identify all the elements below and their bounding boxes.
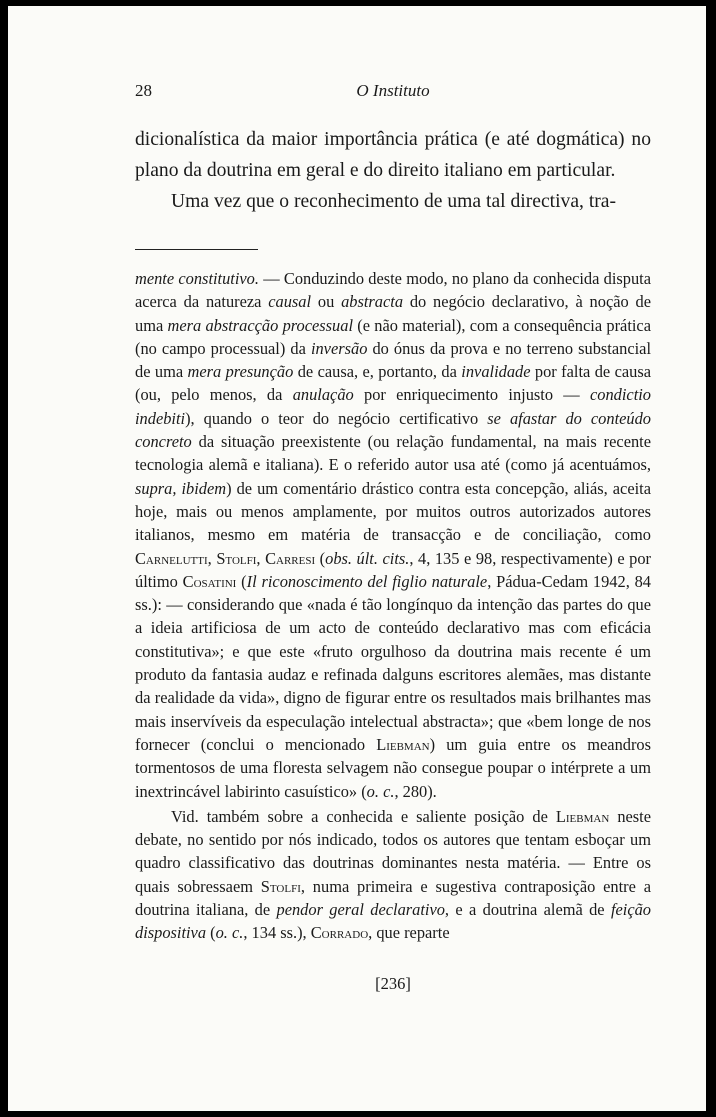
footnote-italic: mera presunção — [187, 362, 294, 382]
document-page — [8, 6, 706, 1111]
footnote-text-span: ), quando o teor do negócio certificativo — [185, 408, 488, 428]
footnote-text-span: , 4, 135 e 98, respectivamente) e por último — [135, 548, 652, 591]
footnote-text-span: por falta de causa (ou, pelo menos, da — [135, 362, 651, 405]
footnote-italic: obs. últ. cits. — [325, 548, 410, 568]
footnote-italic: o. c. — [215, 923, 244, 943]
author-name: Cosatini — [182, 571, 237, 591]
footnote-text-span: , e a doutrina alemã de — [444, 900, 611, 920]
footnote-text-span: (e não material), com a consequência prática (no campo processual) da — [135, 315, 651, 358]
author-name: Carresi — [265, 548, 316, 568]
footnote-text-span: , Pádua-Cedam 1942, 84 ss.): — considerando que «nada é tão longínquo da intenção das partes do que a ideia artificiosa de um acto de conteúdo declarativo mas com eficácia constitutiva»; e que este «fruto orgulhoso da doutrina mais recente é um produto da fantasia audaz e refinada dalguns escritores alemães, mas distante da realidade da vida», digno de figurar entre os resultados mais brilhantes mas mais inservíveis da especulação intelectual abstracta»; que «bem longe de nos fornecer (conclui o mencionado — [135, 571, 652, 754]
footnote-paragraph-2 — [135, 805, 651, 945]
main-paragraph-1: dicionalística da maior importância prática (e até dogmática) no plano da doutrina em geral e do direito italiano em particular. — [135, 129, 651, 181]
footnote-italic: feição dispositiva — [135, 900, 652, 943]
footnote-italic: invalidade — [461, 362, 531, 382]
footnote-italic: anulação — [292, 385, 354, 405]
footnote-italic: mera abstracção processual — [167, 315, 353, 335]
footnote-text-span: , numa primeira e sugestiva contraposição entre a doutrina italiana, de — [135, 876, 651, 920]
footnote-text-span: ) um guia entre os meandros tormentosos de uma floresta selvagem não consegue poupar o intérprete a um inextrincável labirinto casuístico» ( — [135, 734, 652, 801]
footnote-text-span: do negócio declarativo, à noção de uma — [135, 292, 651, 335]
footnote-italic: causal — [268, 292, 312, 312]
footnote-italic: Il riconoscimento del figlio naturale — [246, 571, 488, 591]
footnote-text-span: ou — [311, 292, 342, 312]
footnote-italic: mente constitutivo. — [135, 269, 259, 288]
folio: [236] — [375, 974, 411, 993]
main-paragraph-2: Uma vez que o reconhecimento de uma tal directiva, tra- — [171, 191, 617, 212]
footnote-text — [135, 267, 651, 945]
footnote-text-span: , — [207, 548, 217, 568]
footnote-text-span: Vid. também sobre a conhecida e saliente posição de — [171, 806, 556, 826]
author-name: Liebman — [376, 734, 430, 754]
page-number: 28 — [135, 81, 152, 100]
author-name: Stolfi — [216, 548, 257, 568]
main-text — [135, 124, 651, 217]
footnote-italic: se afastar do conteúdo concreto — [135, 408, 651, 452]
footnote-italic: supra, ibidem — [135, 478, 227, 498]
author-name: Stolfi — [260, 876, 301, 896]
footnote-separator — [135, 249, 258, 250]
footnote-italic: inversão — [310, 338, 368, 358]
footnote-text-span: , — [256, 548, 266, 568]
running-header — [135, 81, 651, 105]
author-name: Liebman — [555, 806, 610, 826]
author-name: Corrado — [310, 923, 369, 943]
footnote-text-span: ( — [315, 548, 326, 568]
footnote-text-span: — Conduzindo deste modo, no plano da conhecida disputa acerca da natureza — [135, 269, 651, 312]
author-name: Carnelutti — [135, 548, 208, 568]
footnote-text-span: de causa, e, portanto, da — [293, 362, 462, 382]
footnote-paragraph-1 — [135, 267, 651, 803]
running-title: O Instituto — [356, 81, 430, 100]
footnote-text-span: , 280). — [394, 781, 437, 801]
footnote-text-span: , 134 ss.), — [243, 923, 311, 943]
footnote-italic: abstracta — [341, 292, 404, 312]
footnote-text-span: do ónus da prova e no terreno substancial de uma — [135, 338, 651, 382]
footnote-text-span: ( — [206, 923, 216, 943]
footnote-text-span: ( — [236, 571, 247, 591]
footnote-italic: pendor geral declarativo — [276, 900, 445, 920]
footnote-text-span: ) de um comentário drástico contra esta concepção, aliás, aceita hoje, mais ou menos amplamente, por muitos outros autorizados autores italianos, mesmo em matéria de transacção e de conciliação, como — [135, 478, 651, 545]
footnote-italic: condictio indebiti — [135, 385, 651, 428]
footnote-text-span: por enriquecimento injusto — — [353, 385, 590, 405]
footnote-text-span: neste debate, no sentido por nós indicado, todos os autores que tentam esboçar um quadro classificativo das doutrinas dominantes nesta matéria. — Entre os quais sobressaem — [135, 806, 651, 896]
footnote-text-span: da situação preexistente (ou relação fundamental, na mais recente tecnologia alemã e italiana). E o referido autor usa até (como já acentuámos, — [135, 432, 651, 475]
footnote-italic: o. c. — [366, 781, 395, 801]
footnote-text-span: , que reparte — [368, 923, 450, 943]
